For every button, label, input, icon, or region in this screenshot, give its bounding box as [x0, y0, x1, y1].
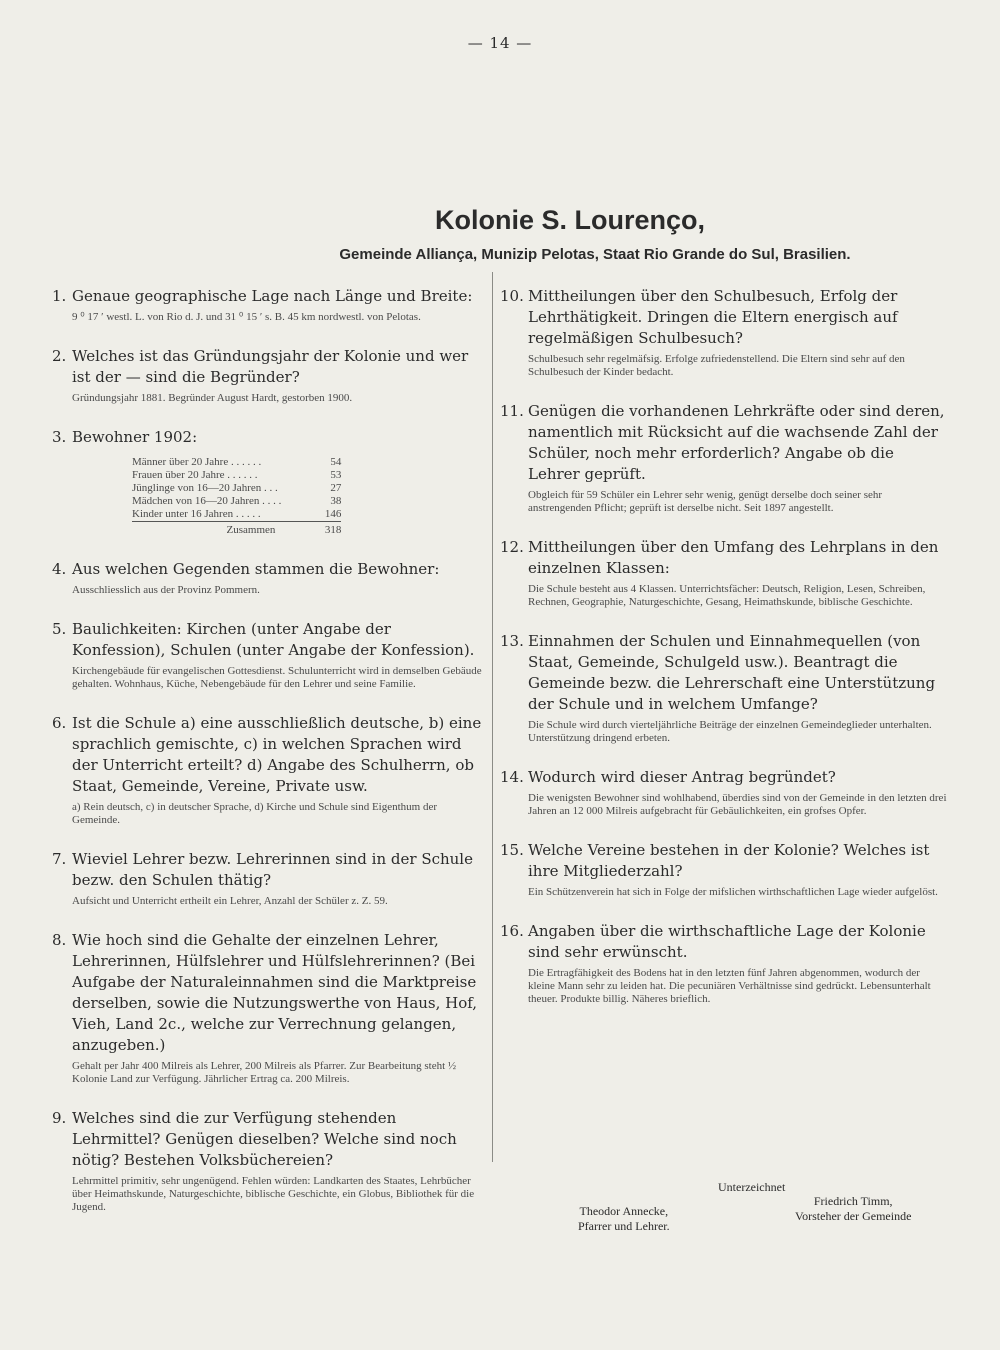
question-number: 1. [52, 287, 67, 305]
question-number: 5. [52, 620, 67, 638]
question-number: 15. [500, 841, 524, 859]
question-item [500, 921, 948, 1006]
answer-text: Die Schule besteht aus 4 Klassen. Unterrichtsfächer: Deutsch, Religion, Lesen, Schreiben, Rechnen, Geographie, Naturgeschichte, Gesang, Heimathskunde, biblische Geschichte. [528, 583, 926, 608]
question-text: Ist die Schule a) eine ausschließlich deutsche, b) eine sprachlich gemischte, c) in welchen Sprachen wird der Unterricht erteilt? d) Angabe des Schulherrn, ob Staat, Gemeinde, Vereine, Private usw. [72, 714, 482, 795]
question-item [52, 286, 482, 324]
question-item [500, 286, 948, 379]
answer-text: Gründungsjahr 1881. Begründer August Hardt, gestorben 1900. [72, 392, 353, 404]
question-item [52, 930, 482, 1086]
signature-pastor [578, 1204, 670, 1234]
question-number: 6. [52, 714, 67, 732]
total-label: Zusammen [132, 522, 281, 538]
question-text: Mittheilungen über den Schulbesuch, Erfolg der Lehrthätigkeit. Dringen die Eltern energisch auf regelmäßigen Schulbesuch? [528, 287, 898, 347]
question-text: Wie hoch sind die Gehalte der einzelnen Lehrer, Lehrerinnen, Hülfslehrer und Hülfslehrerinnen? (Bei Aufgabe der Naturaleinnahmen sind die Marktpreise derselben, sowie die Nutzungswerthe von Haus, Hof, Vieh, Land 2c., welche zur Verrechnung gelangen, anzugeben.) [72, 931, 478, 1054]
left-column [52, 286, 482, 1236]
question-number: 8. [52, 931, 67, 949]
answer-text: Ein Schützenverein hat sich in Folge der mifslichen wirthschaftlichen Lage wieder aufgelöst. [528, 886, 938, 898]
question-text: Welche Vereine bestehen in der Kolonie? Welches ist ihre Mitgliederzahl? [528, 841, 930, 880]
question-number: 9. [52, 1109, 67, 1127]
document-title: Kolonie S. Lourenço, [434, 205, 705, 235]
population-label: Kinder unter 16 Jahren . . . . . [132, 508, 261, 520]
question-text: Genügen die vorhandenen Lehrkräfte oder sind deren, namentlich mit Rücksicht auf die wachsende Zahl der Schüler, noch mehr erforderlich? Angabe ob die Lehrer geprüft. [528, 402, 945, 483]
table-row [132, 508, 341, 522]
population-label: Mädchen von 16—20 Jahren . . . . [132, 495, 282, 507]
question-item [52, 619, 482, 691]
signature-head [795, 1194, 911, 1224]
question-item [500, 767, 948, 818]
question-item [52, 849, 482, 908]
question-text: Welches ist das Gründungsjahr der Kolonie und wer ist der — sind die Begründer? [72, 347, 469, 386]
answer-text: Aufsicht und Unterricht ertheilt ein Lehrer, Anzahl der Schüler z. Z. 59. [72, 895, 388, 907]
right-column [500, 286, 948, 1028]
signature-name: Friedrich Timm, [813, 1194, 893, 1208]
answer-text: Die wenigsten Bewohner sind wohlhabend, überdies sind von der Gemeinde in den letzten drei Jahren an 12 000 Milreis aufgebracht für Gebäulichkeiten, ein grofses Opfer. [528, 792, 947, 817]
answer-text: Die Schule wird durch vierteljährliche Beiträge der einzelnen Gemeindeglieder unterhalten. Unterstützung dringend erbeten. [528, 719, 932, 744]
question-number: 11. [500, 402, 524, 420]
signature-name: Theodor Annecke, [579, 1204, 669, 1218]
question-number: 12. [500, 538, 524, 556]
population-label: Frauen über 20 Jahre . . . . . . [132, 469, 258, 481]
question-item [52, 427, 482, 537]
question-number: 2. [52, 347, 67, 365]
question-number: 14. [500, 768, 524, 786]
population-label: Männer über 20 Jahre . . . . . . [132, 456, 262, 468]
question-text: Aus welchen Gegenden stammen die Bewohner: [72, 560, 440, 578]
table-row [132, 456, 341, 469]
answer-text: Lehrmittel primitiv, sehr ungenügend. Fehlen würden: Landkarten des Staates, Lehrbücher über Heimathskunde, Naturgeschichte, biblische Geschichte, ein Globus, Bibliothek für die Jugend. [72, 1175, 475, 1213]
question-number: 7. [52, 850, 67, 868]
table-row [132, 469, 341, 482]
question-text: Baulichkeiten: Kirchen (unter Angabe der Konfession), Schulen (unter Angabe der Konfession). [72, 620, 475, 659]
question-text: Einnahmen der Schulen und Einnahmequellen (von Staat, Gemeinde, Schulgeld usw.). Beantragt die Gemeinde bezw. die Lehrerschaft eine Unterstützung der Schule und in welchem Umfange? [528, 632, 936, 713]
population-label: Jünglinge von 16—20 Jahren . . . [132, 482, 278, 494]
column-divider [492, 272, 493, 1162]
question-text: Angaben über die wirthschaftliche Lage der Kolonie sind sehr erwünscht. [528, 922, 926, 961]
question-number: 16. [500, 922, 524, 940]
answer-text: Obgleich für 59 Schüler ein Lehrer sehr wenig, genügt derselbe doch seiner sehr anstrengenden Pflicht; geprüft ist derselbe nicht. Seit 1897 angestellt. [528, 489, 883, 514]
answer-text: Die Ertragfähigkeit des Bodens hat in den letzten fünf Jahren abgenommen, wodurch der kleine Mann sehr zu leiden hat. Die pecuniären Verhältnisse sind gedrückt. Lebensunterhalt theuer. Produkte billig. Näheres brieflich. [528, 967, 931, 1005]
population-value: 54 [330, 456, 342, 468]
table-row [132, 495, 341, 508]
page-number: — 14 — [467, 34, 533, 52]
answer-text: Schulbesuch sehr regelmäfsig. Erfolge zufriedenstellend. Die Eltern sind sehr auf den Schulbesuch der Kinder bedacht. [528, 353, 905, 378]
question-text: Bewohner 1902: [72, 428, 198, 446]
answer-text: a) Rein deutsch, c) in deutscher Sprache, d) Kirche und Schule sind Eigenthum der Gemeinde. [72, 801, 438, 826]
answer-text: Gehalt per Jahr 400 Milreis als Lehrer, 200 Milreis als Pfarrer. Zur Bearbeitung steht ½ Kolonie Land zur Verfügung. Jährlicher Ertrag ca. 200 Milreis. [72, 1060, 457, 1085]
question-text: Genaue geographische Lage nach Länge und Breite: [72, 287, 473, 305]
total-row [132, 522, 341, 538]
population-value: 38 [330, 495, 342, 507]
signature-role: Vorsteher der Gemeinde [795, 1209, 912, 1223]
signature-header: Unterzeichnet [718, 1180, 786, 1194]
question-item [52, 713, 482, 827]
population-value: 53 [330, 469, 342, 481]
question-item [500, 631, 948, 745]
signature-role: Pfarrer und Lehrer. [578, 1219, 670, 1233]
question-text: Mittheilungen über den Umfang des Lehrplans in den einzelnen Klassen: [528, 538, 939, 577]
question-number: 4. [52, 560, 67, 578]
question-item [52, 559, 482, 597]
question-text: Welches sind die zur Verfügung stehenden Lehrmittel? Genügen dieselben? Welche sind noch nötig? Bestehen Volksbüchereien? [72, 1109, 457, 1169]
question-number: 10. [500, 287, 524, 305]
question-number: 13. [500, 632, 524, 650]
question-item [52, 1108, 482, 1214]
table-row [132, 482, 341, 495]
question-text: Wodurch wird dieser Antrag begründet? [528, 768, 836, 786]
answer-text: Kirchengebäude für evangelischen Gottesdienst. Schulunterricht wird in demselben Gebäude gehalten. Wohnhaus, Küche, Nebengebäude für den Lehrer und seine Familie. [72, 665, 482, 690]
population-table [132, 456, 341, 537]
answer-text: Ausschliesslich aus der Provinz Pommern. [72, 584, 260, 596]
total-value: 318 [281, 522, 341, 538]
question-number: 3. [52, 428, 67, 446]
question-text: Wieviel Lehrer bezw. Lehrerinnen sind in der Schule bezw. den Schulen thätig? [72, 850, 473, 889]
question-item [500, 401, 948, 515]
answer-text: 9 ⁰ 17 ′ westl. L. von Rio d. J. und 31 ⁰ 15 ′ s. B. 45 km nordwestl. von Pelotas. [72, 311, 421, 323]
population-value: 146 [324, 508, 342, 520]
population-value: 27 [330, 482, 342, 494]
question-item [52, 346, 482, 405]
question-item [500, 537, 948, 609]
question-item [500, 840, 948, 899]
document-subtitle: Gemeinde Alliança, Munizip Pelotas, Staat Rio Grande do Sul, Brasilien. [339, 246, 851, 263]
